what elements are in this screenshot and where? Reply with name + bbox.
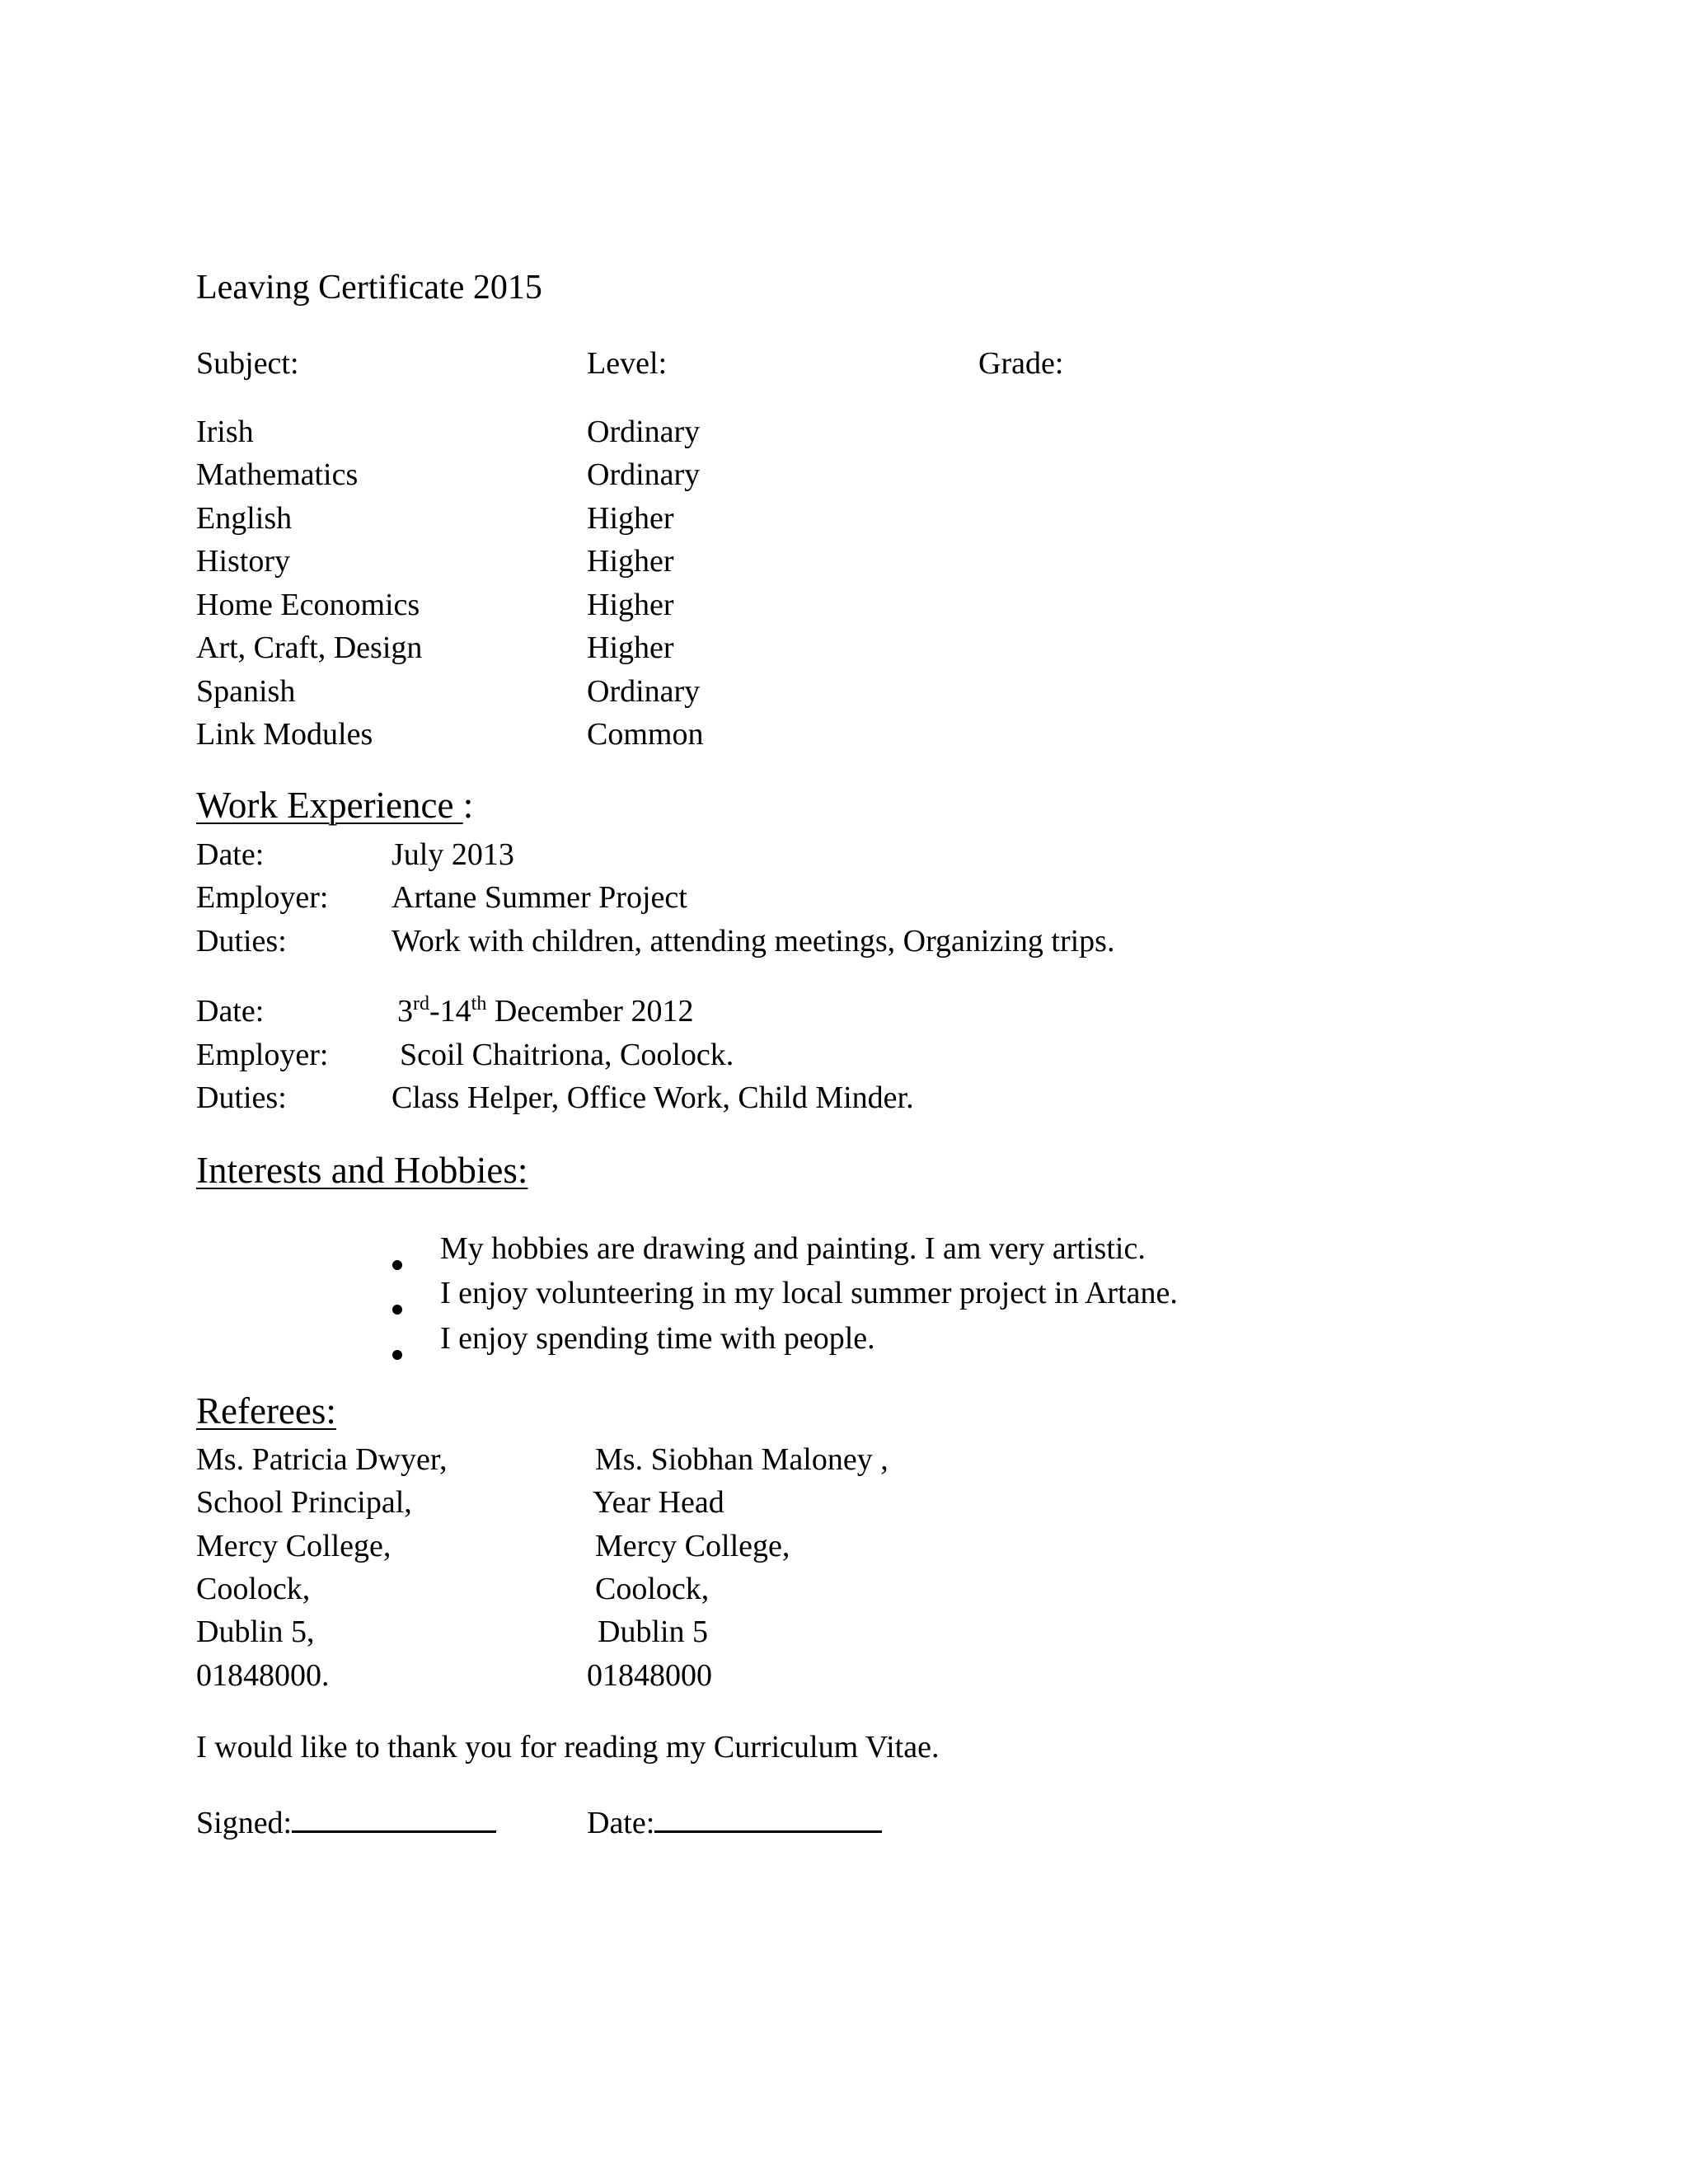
work-duties-value: Work with children, attending meetings, Organizing trips. xyxy=(392,924,1115,958)
level-cell: Ordinary xyxy=(587,415,701,449)
section-heading-interests: Interests and Hobbies: xyxy=(196,1150,528,1191)
subject-cell: History xyxy=(196,544,290,579)
referee-left-line: Mercy College, xyxy=(196,1529,392,1563)
level-cell: Ordinary xyxy=(587,674,701,709)
work-duties-value: Class Helper, Office Work, Child Minder. xyxy=(392,1080,914,1115)
header-level: Level: xyxy=(587,346,668,381)
level-cell: Higher xyxy=(587,588,674,622)
subject-cell: Mathematics xyxy=(196,457,359,492)
subject-cell: English xyxy=(196,501,293,536)
referee-left-line: Dublin 5, xyxy=(196,1615,315,1649)
section-heading-work-experience xyxy=(196,787,473,824)
subject-cell: Home Economics xyxy=(196,588,420,622)
subject-cell: Spanish xyxy=(196,674,296,709)
signed-label: Signed: xyxy=(196,1806,293,1840)
referee-right-line: Year Head xyxy=(593,1485,724,1520)
date-ordinal: rd xyxy=(413,993,429,1015)
work-date-label: Date: xyxy=(196,837,265,872)
interest-item: My hobbies are drawing and painting. I am very artistic. xyxy=(440,1231,1146,1266)
referee-right-line: 01848000 xyxy=(587,1658,712,1693)
work-date-value xyxy=(397,993,694,1029)
bullet-icon xyxy=(392,1244,402,1276)
date-range-sep: -14 xyxy=(429,994,471,1029)
date-month-year: December 2012 xyxy=(486,994,694,1029)
referee-left-line: 01848000. xyxy=(196,1658,330,1693)
signature-line[interactable] xyxy=(292,1802,496,1833)
signed-field xyxy=(196,1802,496,1839)
level-cell: Common xyxy=(587,717,704,752)
level-cell: Ordinary xyxy=(587,457,701,492)
work-duties-label: Duties: xyxy=(196,1080,287,1115)
interest-item: I enjoy spending time with people. xyxy=(440,1321,875,1356)
referee-right-line: Dublin 5 xyxy=(598,1615,709,1649)
work-employer-value: Artane Summer Project xyxy=(392,880,687,915)
work-duties-label: Duties: xyxy=(196,924,287,958)
level-cell: Higher xyxy=(587,630,674,665)
interest-item: I enjoy volunteering in my local summer project in Artane. xyxy=(440,1276,1178,1310)
date-line[interactable] xyxy=(654,1802,882,1833)
closing-thanks: I would like to thank you for reading my Curriculum Vitae. xyxy=(196,1730,940,1765)
work-experience-heading-text: Work Experience xyxy=(196,785,463,826)
referee-left-line: Coolock, xyxy=(196,1572,311,1606)
header-grade: Grade: xyxy=(978,346,1064,381)
referee-right-line: Ms. Siobhan Maloney , xyxy=(595,1442,889,1477)
level-cell: Higher xyxy=(587,544,674,579)
work-date-label: Date: xyxy=(196,994,265,1029)
section-heading-referees: Referees: xyxy=(196,1390,336,1432)
referee-right-line: Coolock, xyxy=(595,1572,710,1606)
date-field xyxy=(587,1802,882,1839)
referee-right-line: Mercy College, xyxy=(595,1529,790,1563)
date-label: Date: xyxy=(587,1806,655,1840)
bullet-icon xyxy=(392,1289,402,1320)
level-cell: Higher xyxy=(587,501,674,536)
work-employer-label: Employer: xyxy=(196,880,329,915)
section-title-leaving-cert: Leaving Certificate 2015 xyxy=(196,269,542,307)
date-ordinal: th xyxy=(471,993,487,1015)
work-experience-heading-colon: : xyxy=(462,785,474,826)
work-date-value: July 2013 xyxy=(392,837,514,872)
subject-cell: Irish xyxy=(196,415,254,449)
work-employer-value: Scoil Chaitriona, Coolock. xyxy=(400,1038,734,1072)
work-employer-label: Employer: xyxy=(196,1038,329,1072)
referee-left-line: Ms. Patricia Dwyer, xyxy=(196,1442,448,1477)
date-day: 3 xyxy=(397,994,413,1029)
bullet-icon xyxy=(392,1334,402,1366)
header-subject: Subject: xyxy=(196,346,299,381)
subject-cell: Link Modules xyxy=(196,717,373,752)
referee-left-line: School Principal, xyxy=(196,1485,412,1520)
subject-cell: Art, Craft, Design xyxy=(196,630,423,665)
